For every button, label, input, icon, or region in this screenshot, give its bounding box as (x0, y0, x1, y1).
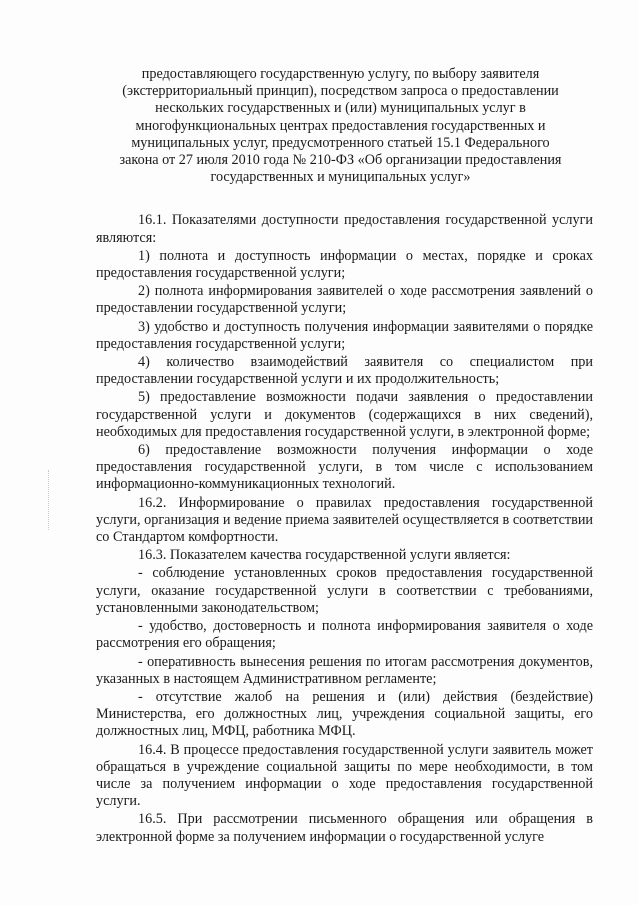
paragraph-16-4: 16.4. В процессе предоставления государственной услуги заявитель может обращаться в учреждение социальной защиты по мере необходимости, в том числе за получением информации о ходе предоставления государственной услуги. (96, 741, 593, 810)
list-item-2: 2) полнота информирования заявителей о ходе рассмотрения заявлений о предоставлении государственной услуги; (96, 283, 593, 317)
heading-line: муниципальных услуг, предусмотренного статьей 15.1 Федерального (131, 134, 550, 151)
paragraph-16-5: 16.5. При рассмотрении письменного обращения или обращения в электронной форме за получением информации о государственной услуге (96, 811, 593, 845)
list-item-4: 4) количество взаимодействий заявителя со специалистом при предоставлении государственной услуги и их продолжительность; (96, 354, 593, 388)
heading-line: закона от 27 июля 2010 года № 210-ФЗ «Об организации предоставления (119, 152, 562, 169)
section-heading (96, 66, 593, 186)
heading-line: многофункциональных центрах предоставления государственных и (135, 117, 546, 134)
quality-item-4: - отсутствие жалоб на решения и (или) действия (бездействие) Министерства, его должностных лиц, учреждения социальной защиты, его должностных лиц, МФЦ, работника МФЦ. (96, 688, 593, 740)
list-item-5: 5) предоставление возможности подачи заявления о предоставлении государственной услуги и документов (содержащихся в них сведений), необходимых для предоставления государственной услуги, в электронной форме; (96, 389, 593, 440)
heading-line: предоставляющего государственную услугу, по выбору заявителя (141, 66, 540, 82)
heading-line: нескольких государственных и (или) муниципальных услуг в (155, 100, 526, 117)
quality-item-1: - соблюдение установленных сроков предоставления государственной услуги, оказание государственной услуги в соответствии с требованиями, установленными законодательством; (96, 565, 593, 616)
list-item-1: 1) полнота и доступность информации о местах, порядке и сроках предоставления государственной услуги; (96, 247, 593, 282)
heading-line: государственных и муниципальных услуг» (210, 169, 471, 186)
paragraph-16-1: 16.1. Показателями доступности предоставления государственной услуги являются: (96, 212, 593, 246)
document-body (96, 212, 593, 845)
quality-item-3: - оперативность вынесения решения по итогам рассмотрения документов, указанных в настоящем Административном регламенте; (96, 653, 593, 687)
paragraph-16-3: 16.3. Показателем качества государственной услуги является: (138, 547, 511, 564)
heading-line: (экстерриториальный принцип), посредством запроса о предоставлении (122, 83, 559, 100)
list-item-6: 6) предоставление возможности получения информации о ходе предоставления государственной услуги, в том числе с использованием информационно-коммуникационных технологий. (96, 442, 593, 493)
quality-item-2: - удобство, достоверность и полнота информирования заявителя о ходе рассмотрения его обращения; (96, 618, 593, 652)
margin-scan-mark (48, 470, 50, 530)
paragraph-16-2: 16.2. Информирование о правилах предоставления государственной услуги, организация и ведение приема заявителей осуществляется в соответствии со Стандартом комфортности. (96, 494, 593, 546)
list-item-3: 3) удобство и доступность получения информации заявителями о порядке предоставления государственной услуги; (96, 318, 593, 352)
